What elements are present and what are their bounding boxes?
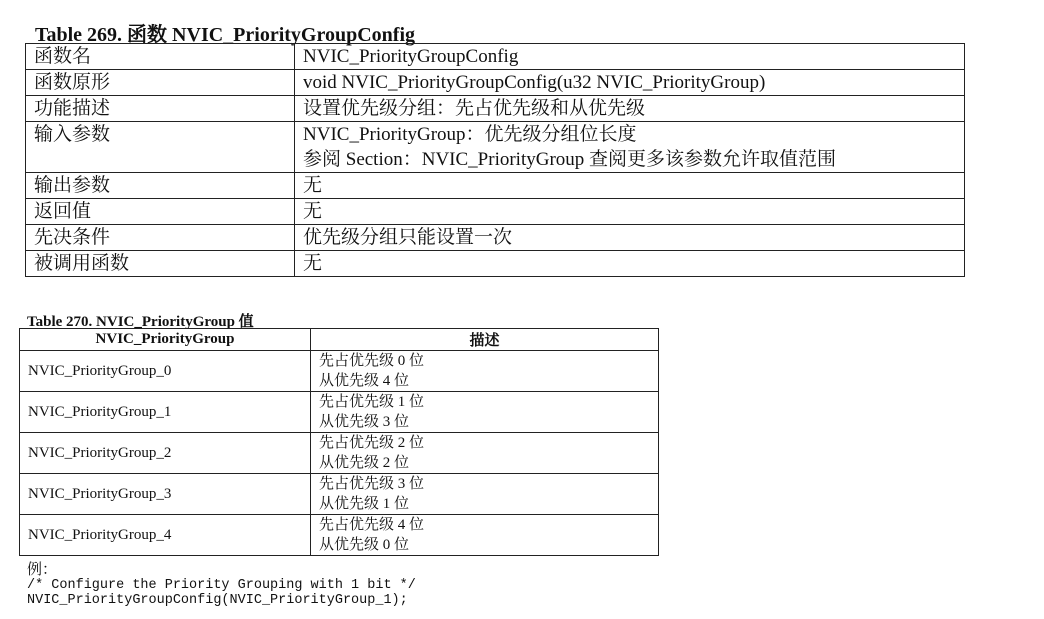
table-row [26, 199, 965, 225]
table-row [26, 122, 965, 173]
group-desc-cell [311, 515, 659, 556]
row-value [295, 70, 965, 96]
code-line-call: NVIC_PriorityGroupConfig(NVIC_PriorityGroup_1); [27, 593, 408, 608]
group-desc-cell [311, 351, 659, 392]
row-key: 功能描述 [26, 96, 295, 122]
table-row [26, 96, 965, 122]
table-row [20, 474, 659, 515]
table-header-row [20, 329, 659, 351]
desc-line: 从优先级 3 位 [319, 414, 410, 430]
column-header-desc: 描述 [311, 329, 659, 351]
desc-line: 从优先级 1 位 [319, 496, 410, 512]
row-value-line: 设置优先级分组：先占优先级和从优先级 [303, 98, 646, 119]
priority-group-values-table [19, 328, 659, 556]
row-value [295, 225, 965, 251]
row-key: 输入参数 [26, 122, 295, 173]
row-value [295, 251, 965, 277]
column-header-name: NVIC_PriorityGroup [20, 329, 311, 351]
table-row [20, 515, 659, 556]
group-desc-cell [311, 433, 659, 474]
desc-line: 先占优先级 2 位 [319, 435, 425, 451]
desc-line: 先占优先级 0 位 [319, 353, 425, 369]
table-row [26, 173, 965, 199]
row-value-line: NVIC_PriorityGroupConfig [303, 46, 519, 67]
row-key: 函数名 [26, 44, 295, 70]
example-label: 例： [27, 562, 58, 578]
table-row [20, 433, 659, 474]
desc-line: 先占优先级 4 位 [319, 517, 425, 533]
group-name-cell: NVIC_PriorityGroup_2 [20, 433, 311, 474]
table-row [26, 225, 965, 251]
row-value [295, 199, 965, 225]
row-value-line: 无 [303, 201, 323, 222]
row-key: 被调用函数 [26, 251, 295, 277]
function-spec-table [25, 43, 965, 277]
desc-line: 从优先级 2 位 [319, 455, 410, 471]
row-value-line: 无 [303, 175, 323, 196]
desc-line: 从优先级 4 位 [319, 373, 410, 389]
row-value-line: NVIC_PriorityGroup：优先级分组位长度 [303, 124, 637, 145]
row-value [295, 96, 965, 122]
row-key: 先决条件 [26, 225, 295, 251]
desc-line: 先占优先级 1 位 [319, 394, 425, 410]
table-row [26, 251, 965, 277]
table-row [20, 392, 659, 433]
row-value [295, 122, 965, 173]
row-key: 返回值 [26, 199, 295, 225]
group-name-cell: NVIC_PriorityGroup_4 [20, 515, 311, 556]
code-line-comment: /* Configure the Priority Grouping with 1 bit */ [27, 578, 416, 593]
row-key: 函数原形 [26, 70, 295, 96]
table-row [26, 44, 965, 70]
desc-line: 先占优先级 3 位 [319, 476, 425, 492]
group-name-cell: NVIC_PriorityGroup_3 [20, 474, 311, 515]
group-desc-cell [311, 474, 659, 515]
table-row [26, 70, 965, 96]
row-value [295, 173, 965, 199]
row-value-line: 优先级分组只能设置一次 [303, 227, 513, 248]
row-value-line: 无 [303, 253, 323, 274]
table-row [20, 351, 659, 392]
group-desc-cell [311, 392, 659, 433]
desc-line: 从优先级 0 位 [319, 537, 410, 553]
row-value-line: 参阅 Section：NVIC_PriorityGroup 查阅更多该参数允许取值范围 [303, 149, 837, 170]
group-name-cell: NVIC_PriorityGroup_0 [20, 351, 311, 392]
group-name-cell: NVIC_PriorityGroup_1 [20, 392, 311, 433]
row-key: 输出参数 [26, 173, 295, 199]
table-270-title: Table 270. NVIC_PriorityGroup 值 [27, 314, 254, 330]
code-example [27, 578, 416, 608]
table-269-title: Table 269. 函数 NVIC_PriorityGroupConfig [35, 24, 416, 46]
row-value-line: void NVIC_PriorityGroupConfig(u32 NVIC_PriorityGroup) [303, 72, 766, 93]
row-value [295, 44, 965, 70]
